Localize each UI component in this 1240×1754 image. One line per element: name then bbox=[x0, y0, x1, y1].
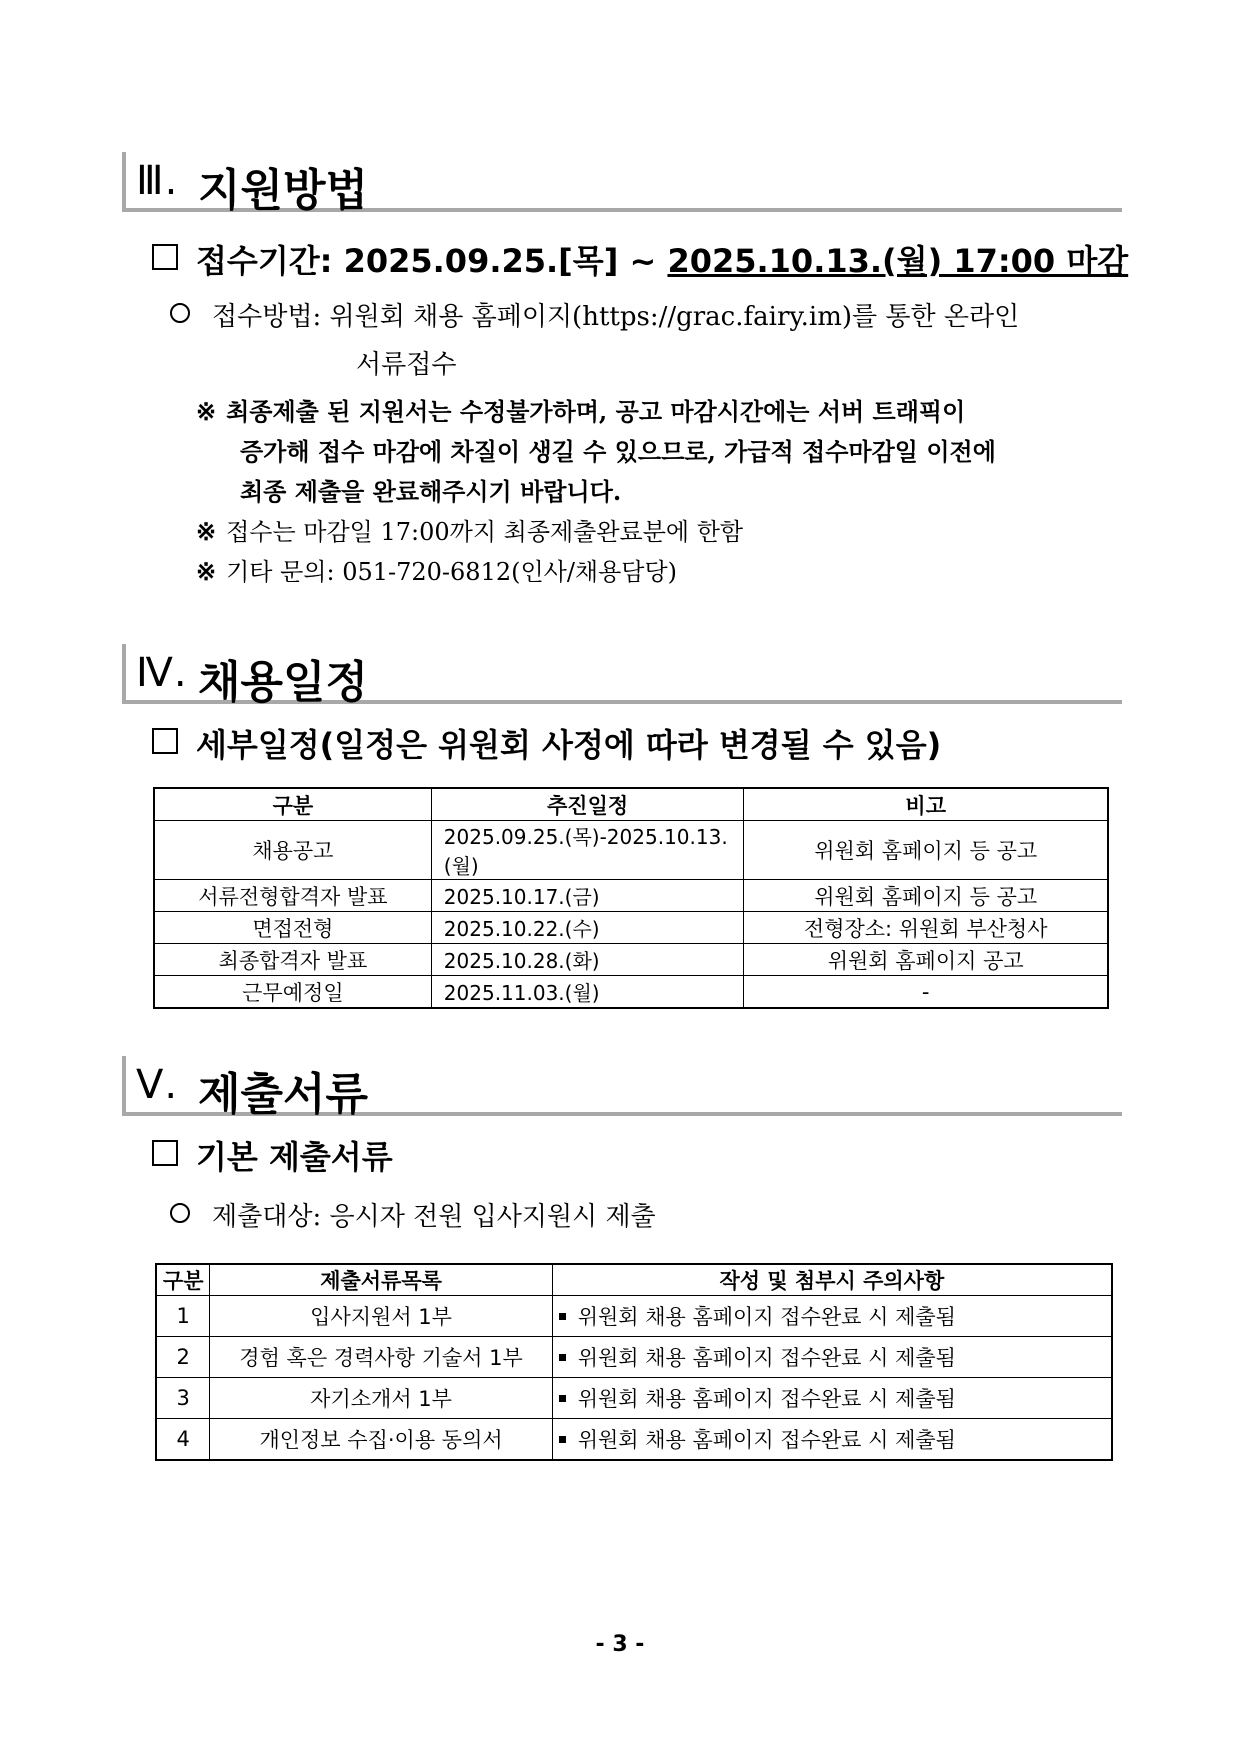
cell-date: 2025.09.25.(목)-2025.10.13.(월) bbox=[431, 821, 744, 880]
cell-date: 2025.10.17.(금) bbox=[431, 880, 744, 912]
table-row bbox=[154, 821, 1108, 880]
cell-note bbox=[552, 1419, 1112, 1461]
table-row bbox=[156, 1378, 1112, 1419]
section-heading-4 bbox=[122, 644, 1122, 708]
table-header-row bbox=[154, 788, 1108, 821]
section-number: Ⅳ. bbox=[136, 650, 188, 696]
table-row bbox=[156, 1419, 1112, 1461]
cell-document: 입사지원서 1부 bbox=[210, 1296, 552, 1337]
note2-text: 접수는 마감일 17:00까지 최종제출완료분에 한함 bbox=[226, 518, 744, 546]
square-bullet-icon bbox=[559, 1313, 566, 1320]
cell-date: 2025.11.03.(월) bbox=[431, 976, 744, 1009]
checkbox-square-icon bbox=[152, 728, 178, 754]
cell-remark: 위원회 홈페이지 등 공고 bbox=[744, 880, 1108, 912]
cell-no: 2 bbox=[156, 1337, 210, 1378]
submission-target bbox=[170, 1196, 656, 1233]
cell-date: 2025.10.28.(화) bbox=[431, 944, 744, 976]
table-row bbox=[156, 1296, 1112, 1337]
schedule-subtitle: 세부일정(일정은 위원회 사정에 따라 변경될 수 있음) bbox=[196, 726, 942, 764]
square-bullet-icon bbox=[559, 1436, 566, 1443]
circle-bullet-icon bbox=[170, 303, 190, 323]
note-text: 위원회 채용 홈페이지 접수완료 시 제출됨 bbox=[577, 1305, 956, 1329]
cell-document: 개인정보 수집·이용 동의서 bbox=[210, 1419, 552, 1461]
note-text: 위원회 채용 홈페이지 접수완료 시 제출됨 bbox=[577, 1387, 956, 1411]
note-3 bbox=[196, 552, 677, 587]
table-row bbox=[154, 912, 1108, 944]
documents-heading bbox=[152, 1132, 393, 1178]
cell-no: 4 bbox=[156, 1419, 210, 1461]
checkbox-square-icon bbox=[152, 244, 178, 270]
schedule-table bbox=[153, 787, 1109, 1009]
reference-mark-icon: ※ bbox=[196, 557, 217, 586]
period-deadline: 2025.10.13.(월) 17:00 마감 bbox=[667, 242, 1129, 280]
circle-bullet-icon bbox=[170, 1203, 190, 1223]
documents-table bbox=[155, 1263, 1113, 1461]
header-notes: 작성 및 첨부시 주의사항 bbox=[552, 1264, 1112, 1296]
cell-remark: 위원회 홈페이지 등 공고 bbox=[744, 821, 1108, 880]
cell-category: 근무예정일 bbox=[154, 976, 431, 1009]
note-text: 위원회 채용 홈페이지 접수완료 시 제출됨 bbox=[577, 1428, 956, 1452]
cell-category: 최종합격자 발표 bbox=[154, 944, 431, 976]
schedule-heading bbox=[152, 720, 941, 766]
application-period-heading bbox=[152, 236, 1128, 282]
note1-line3: 최종 제출을 완료해주시기 바랍니다. bbox=[240, 477, 622, 506]
cell-date: 2025.10.22.(수) bbox=[431, 912, 744, 944]
section-number: Ⅲ. bbox=[136, 158, 179, 204]
header-category: 구분 bbox=[154, 788, 431, 821]
table-header-row bbox=[156, 1264, 1112, 1296]
method-line1: 접수방법: 위원회 채용 홈페이지(https://grac.fairy.im)를 통한 온라인 bbox=[212, 302, 1020, 332]
square-bullet-icon bbox=[559, 1395, 566, 1402]
cell-no: 3 bbox=[156, 1378, 210, 1419]
page-number: - 3 - bbox=[595, 1632, 645, 1657]
note-2 bbox=[196, 512, 743, 547]
section-title: 지원방법 bbox=[198, 165, 369, 216]
note1-line1: 최종제출 된 지원서는 수정불가하며, 공고 마감시간에는 서버 트래픽이 bbox=[226, 397, 966, 426]
cell-note bbox=[552, 1296, 1112, 1337]
section-heading-3 bbox=[122, 152, 1122, 216]
note-text: 위원회 채용 홈페이지 접수완료 시 제출됨 bbox=[577, 1346, 956, 1370]
table-row bbox=[156, 1337, 1112, 1378]
table-row bbox=[154, 976, 1108, 1009]
note3-text: 기타 문의: 051-720-6812(인사/채용담당) bbox=[226, 558, 678, 586]
application-method bbox=[170, 296, 1019, 333]
header-schedule: 추진일정 bbox=[431, 788, 744, 821]
reference-mark-icon: ※ bbox=[196, 397, 217, 426]
square-bullet-icon bbox=[559, 1354, 566, 1361]
cell-note bbox=[552, 1378, 1112, 1419]
cell-category: 채용공고 bbox=[154, 821, 431, 880]
note1-line2: 증가해 접수 마감에 차질이 생길 수 있으므로, 가급적 접수마감일 이전에 bbox=[240, 437, 996, 466]
section-number: Ⅴ. bbox=[136, 1062, 179, 1108]
cell-note bbox=[552, 1337, 1112, 1378]
header-doc-list: 제출서류목록 bbox=[210, 1264, 552, 1296]
cell-remark: 위원회 홈페이지 공고 bbox=[744, 944, 1108, 976]
target-text: 제출대상: 응시자 전원 입사지원시 제출 bbox=[212, 1202, 656, 1232]
table-row bbox=[154, 944, 1108, 976]
section-title: 채용일정 bbox=[198, 657, 369, 708]
cell-category: 면접전형 bbox=[154, 912, 431, 944]
reference-mark-icon: ※ bbox=[196, 517, 217, 546]
header-no: 구분 bbox=[156, 1264, 210, 1296]
note-1 bbox=[196, 392, 965, 427]
period-text: 접수기간: 2025.09.25.[목] ~ bbox=[196, 242, 668, 280]
documents-subtitle: 기본 제출서류 bbox=[196, 1138, 393, 1176]
cell-document: 자기소개서 1부 bbox=[210, 1378, 552, 1419]
table-row bbox=[154, 880, 1108, 912]
cell-no: 1 bbox=[156, 1296, 210, 1337]
method-line2: 서류접수 bbox=[356, 350, 457, 380]
cell-remark: - bbox=[744, 976, 1108, 1009]
header-remarks: 비고 bbox=[744, 788, 1108, 821]
section-heading-5 bbox=[122, 1056, 1122, 1120]
cell-remark: 전형장소: 위원회 부산청사 bbox=[744, 912, 1108, 944]
cell-category: 서류전형합격자 발표 bbox=[154, 880, 431, 912]
cell-document: 경험 혹은 경력사항 기술서 1부 bbox=[210, 1337, 552, 1378]
section-title: 제출서류 bbox=[198, 1069, 369, 1120]
checkbox-square-icon bbox=[152, 1140, 178, 1166]
